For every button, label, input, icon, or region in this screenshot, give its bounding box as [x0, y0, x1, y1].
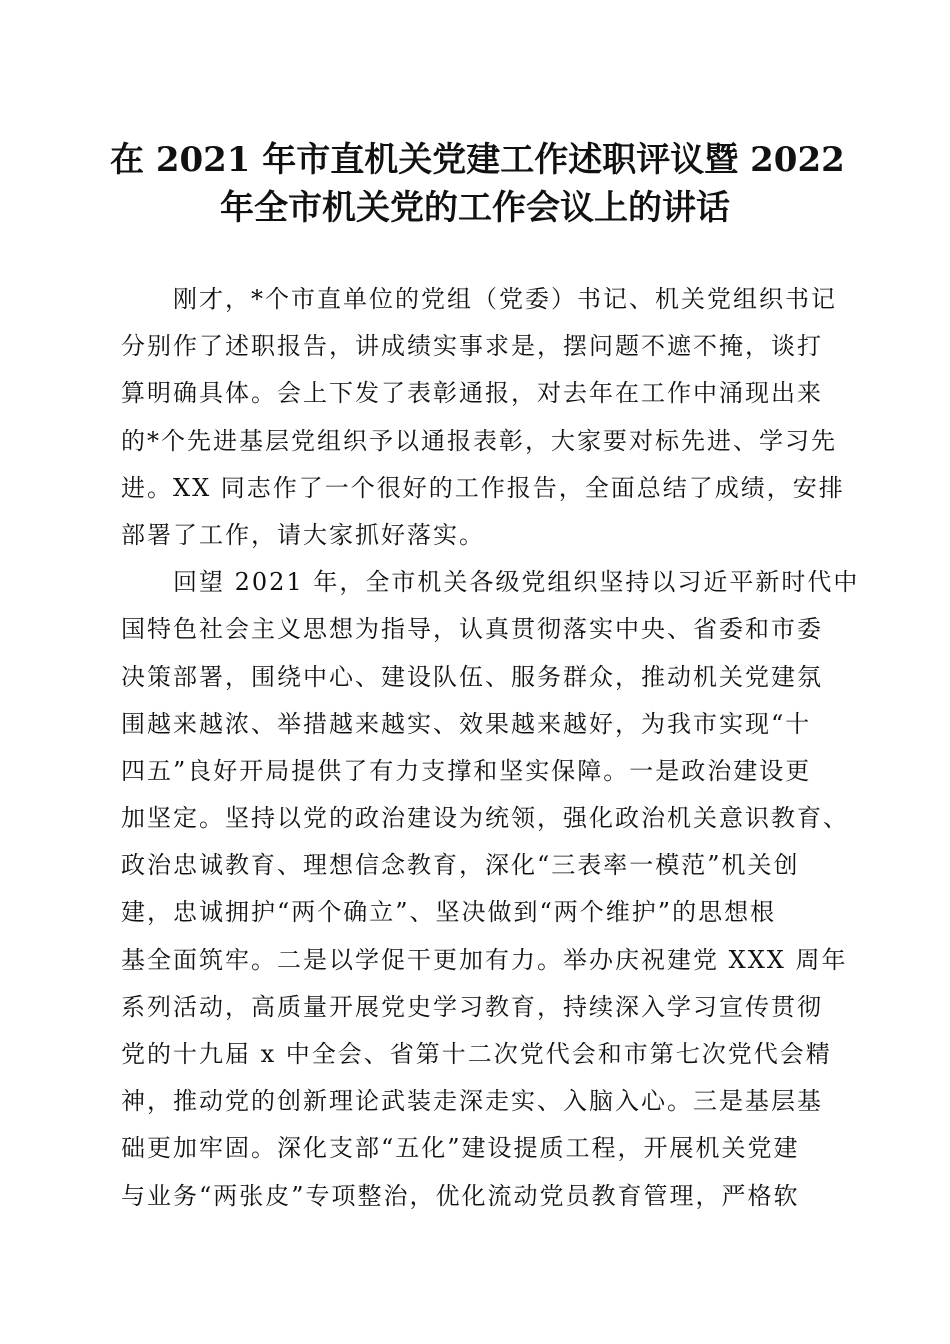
- body-line: 刚才，*个市直单位的党组（党委）书记、机关党组织书记: [121, 285, 837, 313]
- body-line: 回望 2021 年，全市机关各级党组织坚持以习近平新时代中: [121, 568, 860, 597]
- body-line: 基全面筑牢。二是以学促干更加有力。举办庆祝建党 XXX 周年: [121, 945, 848, 974]
- body-line: 部署了工作，请大家抓好落实。: [121, 520, 485, 549]
- document-title: [110, 136, 845, 232]
- body-line: 神，推动党的创新理论武装走深走实、入脑入心。三是基层基: [121, 1087, 823, 1116]
- body-line: 分别作了述职报告，讲成绩实事求是，摆问题不遮不掩，谈打: [121, 332, 823, 361]
- body-line: 决策部署，围绕中心、建设队伍、服务群众，推动机关党建氛: [121, 662, 823, 691]
- body-line: 础更加牢固。深化支部“五化”建设提质工程，开展机关党建: [121, 1134, 800, 1163]
- body-line: 算明确具体。会上下发了表彰通报，对去年在工作中涌现出来: [121, 379, 823, 408]
- title-line-2: 年全市机关党的工作会议上的讲话: [220, 188, 730, 228]
- body-line: 加坚定。坚持以党的政治建设为统领，强化政治机关意识教育、: [121, 804, 849, 833]
- document-body: [121, 276, 860, 1220]
- body-line: 的*个先进基层党组织予以通报表彰，大家要对标先进、学习先: [121, 426, 837, 455]
- body-line: 政治忠诚教育、理想信念教育，深化“三表率一模范”机关创: [121, 851, 800, 880]
- body-line: 党的十九届 x 中全会、省第十二次党代会和市第七次党代会精: [121, 1040, 832, 1068]
- body-line: 进。XX 同志作了一个很好的工作报告，全面总结了成绩，安排: [121, 473, 845, 502]
- body-line: 围越来越浓、举措越来越实、效果越来越好，为我市实现“十: [121, 709, 812, 738]
- body-line: 系列活动，高质量开展党史学习教育，持续深入学习宣传贯彻: [121, 992, 823, 1021]
- body-line: 建，忠诚拥护“两个确立”、坚决做到“两个维护”的思想根: [121, 898, 777, 927]
- body-line: 四五”良好开局提供了有力支撑和坚实保障。一是政治建设更: [121, 756, 812, 785]
- body-line: 国特色社会主义思想为指导，认真贯彻落实中央、省委和市委: [121, 615, 823, 644]
- title-line-1: 在 2021 年市直机关党建工作述职评议暨 2022: [110, 140, 845, 180]
- body-line: 与业务“两张皮”专项整治，优化流动党员教育管理，严格软: [121, 1181, 800, 1210]
